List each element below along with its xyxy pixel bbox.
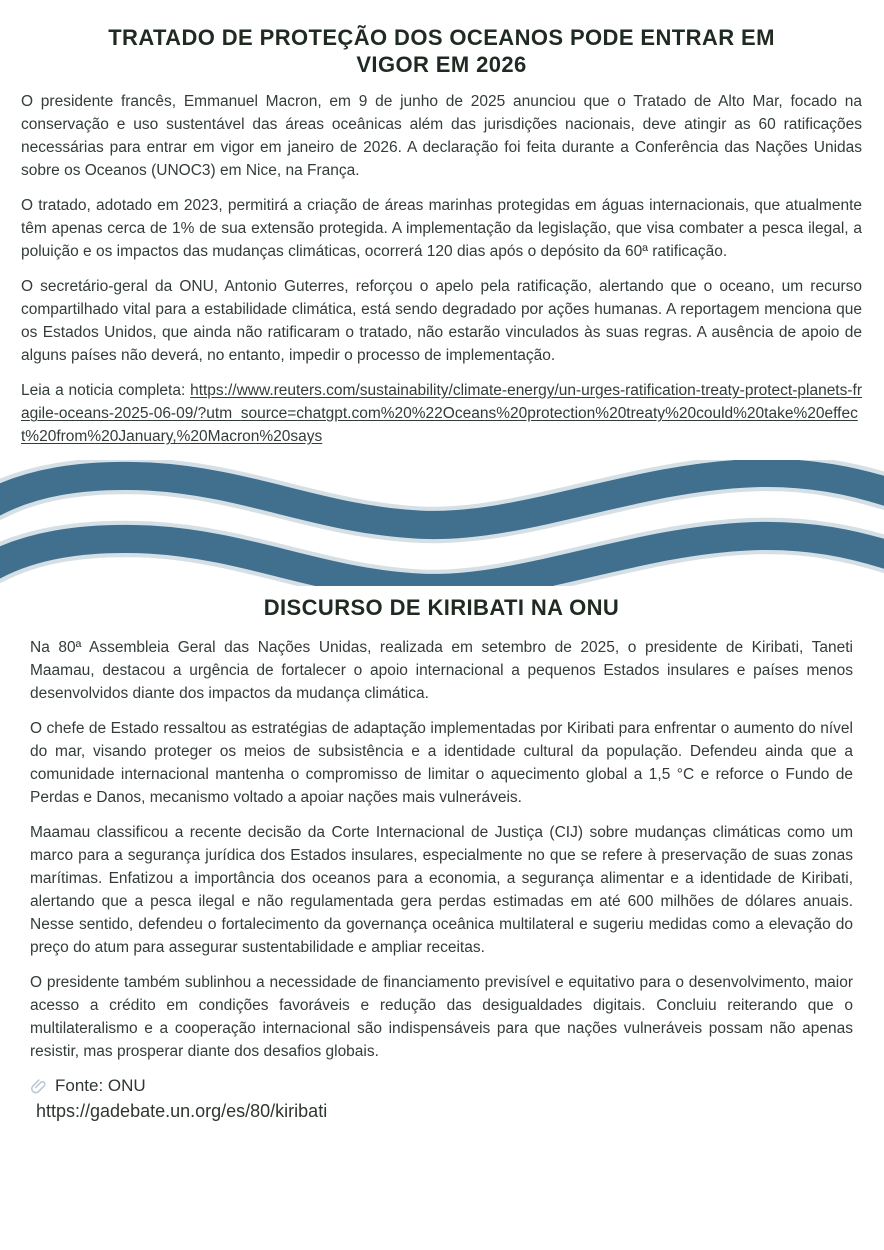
title-line-2: VIGOR EM 2026 [356, 52, 527, 77]
source-footer [30, 1075, 884, 1123]
source-label: Fonte: ONU [55, 1076, 146, 1095]
paragraph-assembly: Na 80ª Assembleia Geral das Nações Unidas, realizada em setembro de 2025, o presidente de Kiribati, Taneti Maamau, destacou a urgência de fortalecer o apoio internacional a pequenos Estados insulares e países menos desenvolvidos diante dos impactos da mudança climática. [30, 639, 853, 702]
article-ocean-treaty [0, 24, 884, 448]
paragraph-guterres: O secretário-geral da ONU, Antonio Guterres, reforçou o apelo pela ratificação, alertando que o oceano, um recurso compartilhado vital para a estabilidade climática, está sendo degradado por ações humanas. A reportagem menciona que os Estados Unidos, que ainda não ratificaram o tratado, não estarão vinculados às suas regras. A ausência de apoio de alguns países não deverá, no entanto, impedir o processo de implementação. [21, 278, 862, 364]
paragraph-treaty-details: O tratado, adotado em 2023, permitirá a criação de áreas marinhas protegidas em águas internacionais, que atualmente têm apenas cerca de 1% de sua extensão protegida. A implementação da legislação, que visa combater a pesca ilegal, a poluição e os impactos das mudanças climáticas, ocorrerá 120 dias após o depósito da 60ª ratificação. [21, 197, 862, 260]
source-line [30, 1075, 884, 1097]
read-more-paragraph [21, 379, 862, 448]
paperclip-icon [30, 1077, 48, 1095]
article-kiribati [0, 594, 884, 1063]
paragraph-financing: O presidente também sublinhou a necessidade de financiamento previsível e equitativo para o desenvolvimento, maior acesso a crédito em condições favoráveis e redução das desigualdades digitais. Concluiu reiterando que o multilateralismo e a cooperação internacional são indispensáveis para que nações vulneráveis possam não apenas resistir, mas prosperar diante dos desafios globais. [30, 974, 853, 1060]
paragraph-macron-announcement: O presidente francês, Emmanuel Macron, em 9 de junho de 2025 anunciou que o Tratado de Alto Mar, focado na conservação e uso sustentável das áreas oceânicas além das jurisdições nacionais, deve atingir as 60 ratificações necessárias para entrar em vigor em janeiro de 2026. A declaração foi feita durante a Conferência das Nações Unidas sobre os Oceanos (UNOC3) em Nice, na França. [21, 93, 862, 179]
title-line-1: TRATADO DE PROTEÇÃO DOS OCEANOS PODE ENTRAR EM [108, 25, 775, 50]
article2-title: DISCURSO DE KIRIBATI NA ONU [263, 595, 620, 620]
paragraph-icj-decision: Maamau classificou a recente decisão da Corte Internacional de Justiça (CIJ) sobre mudanças climáticas como um marco para a segurança jurídica dos Estados insulares, especialmente no que se refere à preservação de suas zonas marítimas. Enfatizou a importância dos oceanos para a economia, a segurança alimentar e a identidade de Kiribati, alertando que a pesca ilegal e não regulamentada gera perdas estimadas em até 600 milhões de dólares anuais. Nesse sentido, defendeu o fortalecimento da governança oceânica multilateral e sugeriu medidas como a elevação do preço do atum para assegurar sustentabilidade e ampliar receitas. [30, 824, 853, 956]
source-link[interactable]: https://gadebate.un.org/es/80/kiribati [36, 1101, 328, 1121]
reuters-link[interactable]: https://www.reuters.com/sustainability/climate-energy/un-urges-ratification-treaty-protect-planets-fragile-oceans-2025-06-09/?utm_source=chatgpt.com%20%22Oceans%20protection%20treaty%20could%20take%20effect%20from%20January,%20Macron%20says [21, 382, 862, 445]
wave-divider-illustration [0, 460, 884, 586]
read-more-label: Leia a noticia completa: [21, 382, 186, 399]
wave-svg [0, 460, 884, 586]
paragraph-adaptation: O chefe de Estado ressaltou as estratégias de adaptação implementadas por Kiribati para enfrentar o aumento do nível do mar, visando proteger os meios de subsistência e a identidade cultural da população. Defendeu ainda que a comunidade internacional mantenha o compromisso de limitar o aquecimento global a 1,5 °C e reforce o Fundo de Perdas e Danos, mecanismo voltado a apoiar nações mais vulneráveis. [30, 720, 853, 806]
article1-title [21, 24, 862, 78]
